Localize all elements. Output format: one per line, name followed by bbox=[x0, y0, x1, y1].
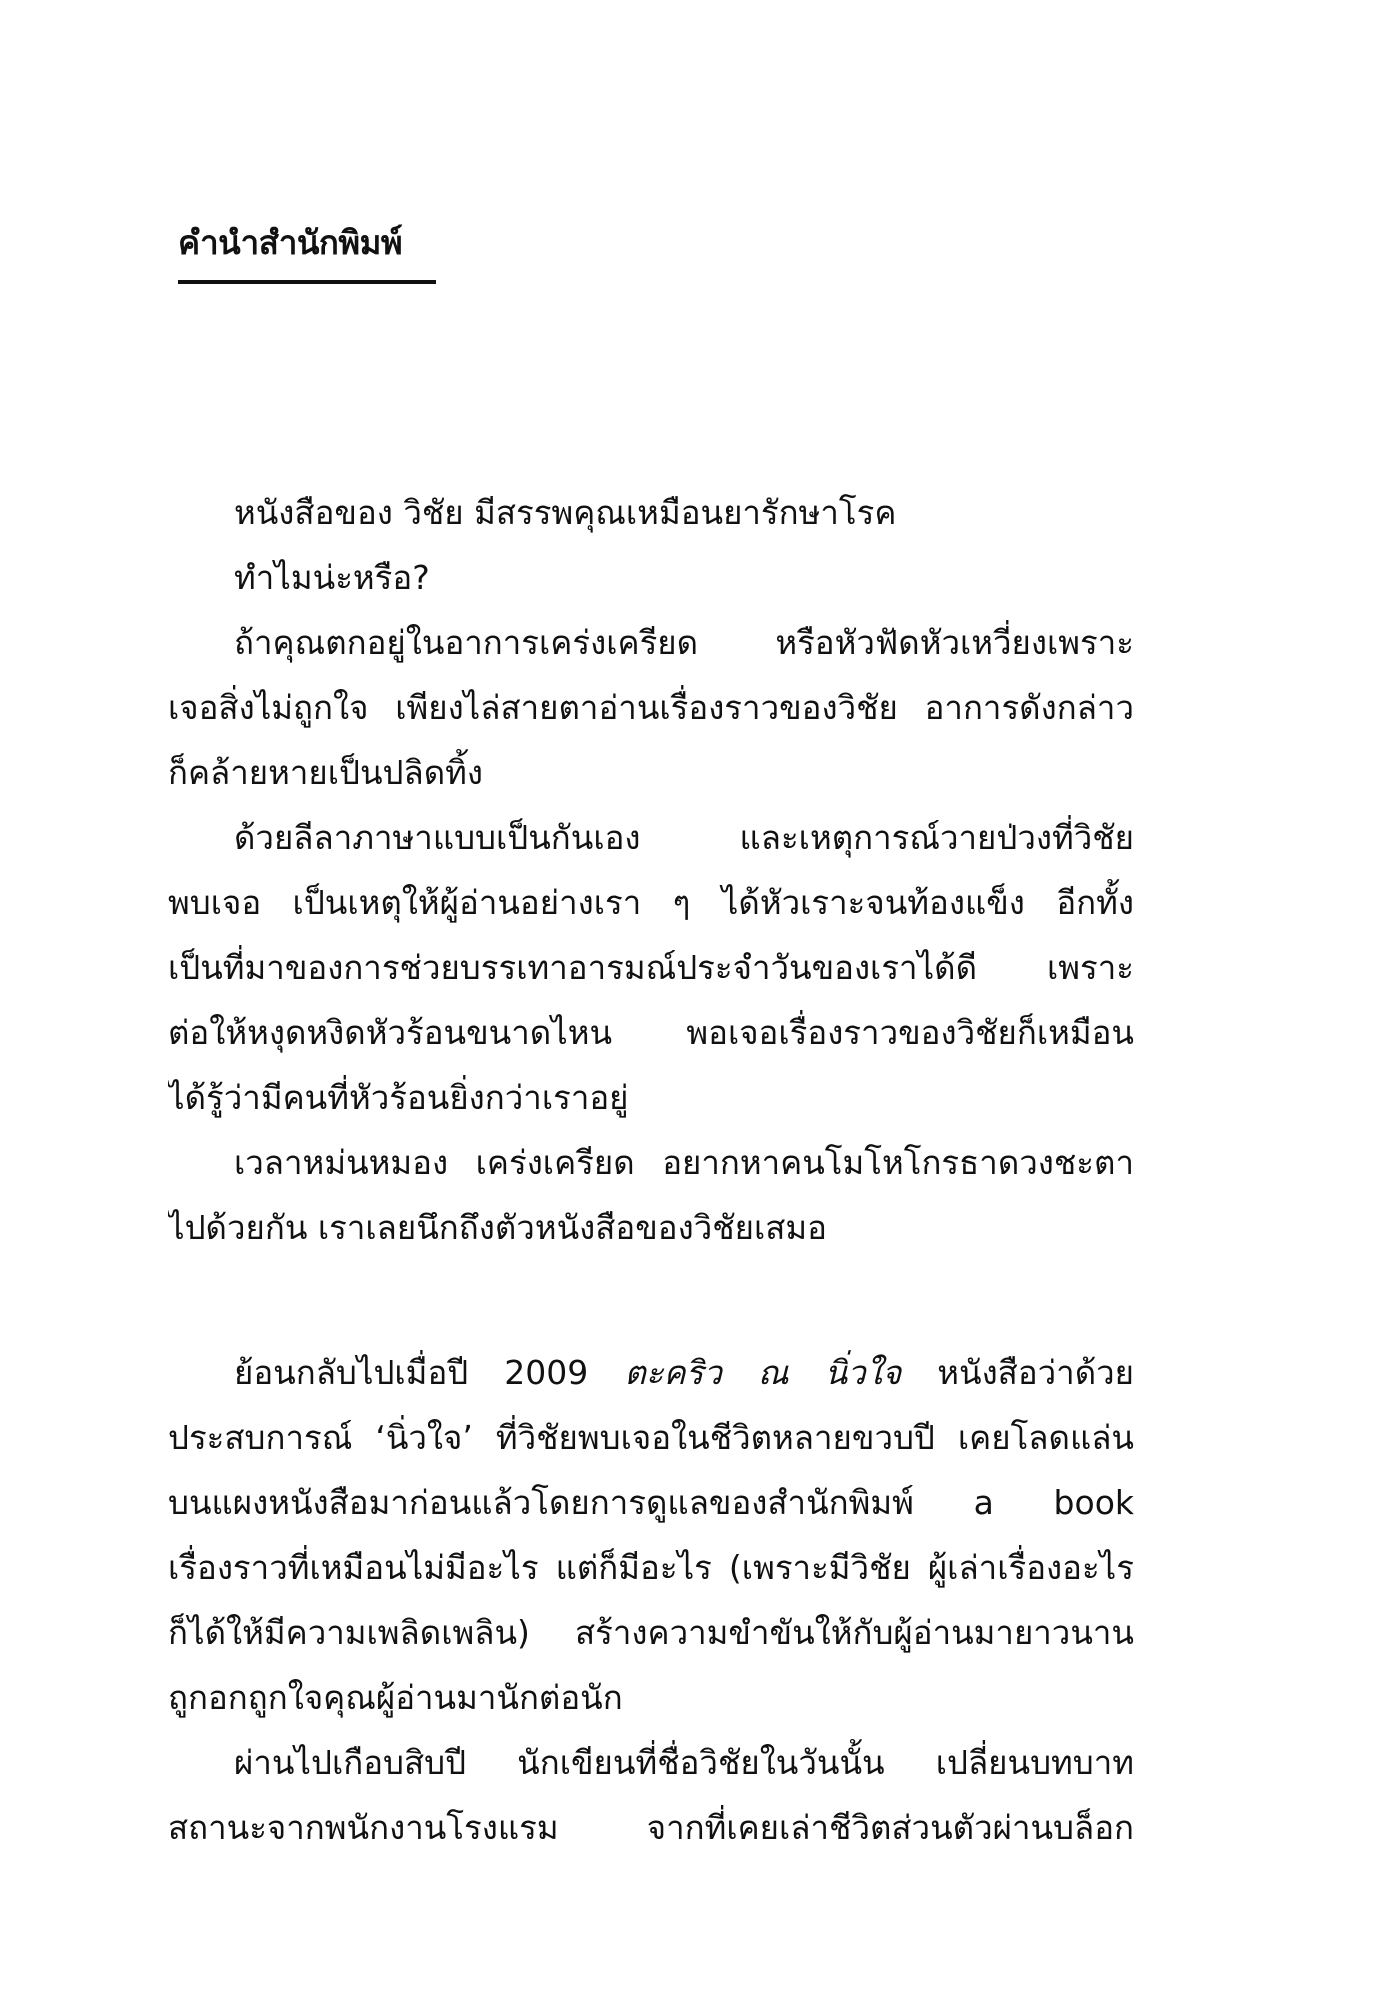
preface-heading bbox=[178, 218, 438, 284]
text-line: ประสบการณ์ ‘นิ่วใจ’ ที่วิชัยพบเจอในชีวิตหลายขวบปี เคยโลดแล่น bbox=[168, 1418, 1134, 1457]
text-fragment: หนังสือว่าด้วย bbox=[901, 1353, 1134, 1392]
text-line: ไปด้วยกัน เราเลยนึกถึงตัวหนังสือของวิชัยเสมอ bbox=[168, 1208, 827, 1247]
text-line: ถ้าคุณตกอยู่ในอาการเคร่งเครียด หรือหัวฟัดหัวเหวี่ยงเพราะ bbox=[234, 623, 1134, 662]
text-line bbox=[168, 1340, 1134, 1405]
text-line: ก็คล้ายหายเป็นปลิดทิ้ง bbox=[168, 753, 484, 792]
title-underline bbox=[178, 280, 436, 284]
text-line: สถานะจากพนักงานโรงแรม จากที่เคยเล่าชีวิตส่วนตัวผ่านบล็อก bbox=[168, 1808, 1134, 1847]
text-line: ได้รู้ว่ามีคนที่หัวร้อนยิ่งกว่าเราอยู่ bbox=[168, 1078, 629, 1117]
text-line: เรื่องราวที่เหมือนไม่มีอะไร แต่ก็มีอะไร (เพราะมีวิชัย ผู้เล่าเรื่องอะไร bbox=[168, 1548, 1134, 1587]
section-2-text bbox=[168, 1340, 1134, 1860]
section-1-text bbox=[168, 480, 1134, 1260]
text-line: เป็นที่มาของการช่วยบรรเทาอารมณ์ประจำวันของเราได้ดี เพราะ bbox=[168, 948, 1134, 987]
text-line: พบเจอ เป็นเหตุให้ผู้อ่านอย่างเรา ๆ ได้หัวเราะจนท้องแข็ง อีกทั้ง bbox=[168, 883, 1134, 922]
text-line: ถูกอกถูกใจคุณผู้อ่านมานักต่อนัก bbox=[168, 1678, 623, 1717]
text-line: เจอสิ่งไม่ถูกใจ เพียงไล่สายตาอ่านเรื่องราวของวิชัย อาการดังกล่าว bbox=[168, 688, 1134, 727]
text-line: ผ่านไปเกือบสิบปี นักเขียนที่ชื่อวิชัยในวันนั้น เปลี่ยนบทบาท bbox=[234, 1743, 1134, 1782]
text-line: ด้วยลีลาภาษาแบบเป็นกันเอง และเหตุการณ์วายป่วงที่วิชัย bbox=[234, 818, 1134, 857]
text-line: ก็ได้ให้มีความเพลิดเพลิน) สร้างความขำขันให้กับผู้อ่านมายาวนาน bbox=[168, 1613, 1134, 1652]
text-line: ต่อให้หงุดหงิดหัวร้อนขนาดไหน พอเจอเรื่องราวของวิชัยก็เหมือน bbox=[168, 1013, 1134, 1052]
book-title: ตะคริว ณ นิ่วใจ bbox=[624, 1353, 902, 1392]
text-fragment: ย้อนกลับไปเมื่อปี 2009 bbox=[234, 1353, 625, 1392]
page-title: คำนำสำนักพิมพ์ bbox=[178, 223, 403, 262]
text-line: บนแผงหนังสือมาก่อนแล้วโดยการดูแลของสำนักพิมพ์ a book bbox=[168, 1483, 1134, 1522]
text-line: ทำไมน่ะหรือ? bbox=[234, 558, 430, 597]
text-line: หนังสือของ วิชัย มีสรรพคุณเหมือนยารักษาโรค bbox=[234, 493, 897, 532]
text-line: เวลาหม่นหมอง เคร่งเครียด อยากหาคนโมโหโกรธาดวงชะตา bbox=[234, 1143, 1134, 1182]
